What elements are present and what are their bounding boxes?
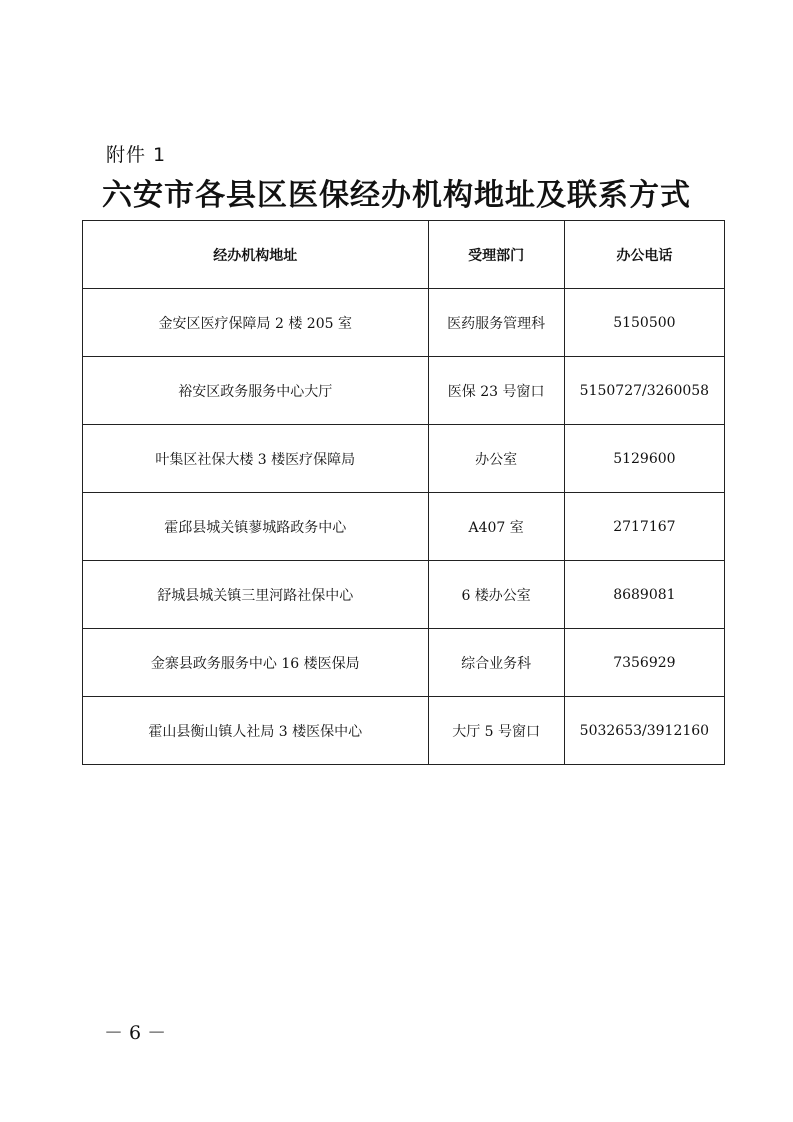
contacts-table [82, 220, 725, 765]
cell-address: 金安区医疗保障局 2 楼 205 室 [83, 289, 429, 357]
cell-address: 裕安区政务服务中心大厅 [83, 357, 429, 425]
table-row [83, 357, 725, 425]
cell-department: 医保 23 号窗口 [428, 357, 564, 425]
table-row [83, 493, 725, 561]
cell-department: 办公室 [428, 425, 564, 493]
header-address: 经办机构地址 [83, 221, 429, 289]
attachment-label: 附件 1 [106, 144, 167, 166]
page-number: － 6 － [104, 1022, 167, 1044]
cell-department: 医药服务管理科 [428, 289, 564, 357]
cell-department: 综合业务科 [428, 629, 564, 697]
header-department: 受理部门 [428, 221, 564, 289]
cell-department: 大厅 5 号窗口 [428, 697, 564, 765]
cell-address: 霍邱县城关镇蓼城路政务中心 [83, 493, 429, 561]
table-row [83, 561, 725, 629]
table-row [83, 629, 725, 697]
cell-department: A407 室 [428, 493, 564, 561]
cell-department: 6 楼办公室 [428, 561, 564, 629]
cell-phone: 5150500 [564, 289, 724, 357]
cell-phone: 7356929 [564, 629, 724, 697]
cell-phone: 8689081 [564, 561, 724, 629]
table-row [83, 289, 725, 357]
cell-phone: 5150727/3260058 [564, 357, 724, 425]
cell-address: 叶集区社保大楼 3 楼医疗保障局 [83, 425, 429, 493]
table-header-row [83, 221, 725, 289]
cell-phone: 5032653/3912160 [564, 697, 724, 765]
cell-phone: 5129600 [564, 425, 724, 493]
table-row [83, 697, 725, 765]
table-row [83, 425, 725, 493]
cell-address: 金寨县政务服务中心 16 楼医保局 [83, 629, 429, 697]
cell-address: 舒城县城关镇三里河路社保中心 [83, 561, 429, 629]
cell-phone: 2717167 [564, 493, 724, 561]
cell-address: 霍山县衡山镇人社局 3 楼医保中心 [83, 697, 429, 765]
header-phone: 办公电话 [564, 221, 724, 289]
document-title: 六安市各县区医保经办机构地址及联系方式 [102, 178, 691, 213]
